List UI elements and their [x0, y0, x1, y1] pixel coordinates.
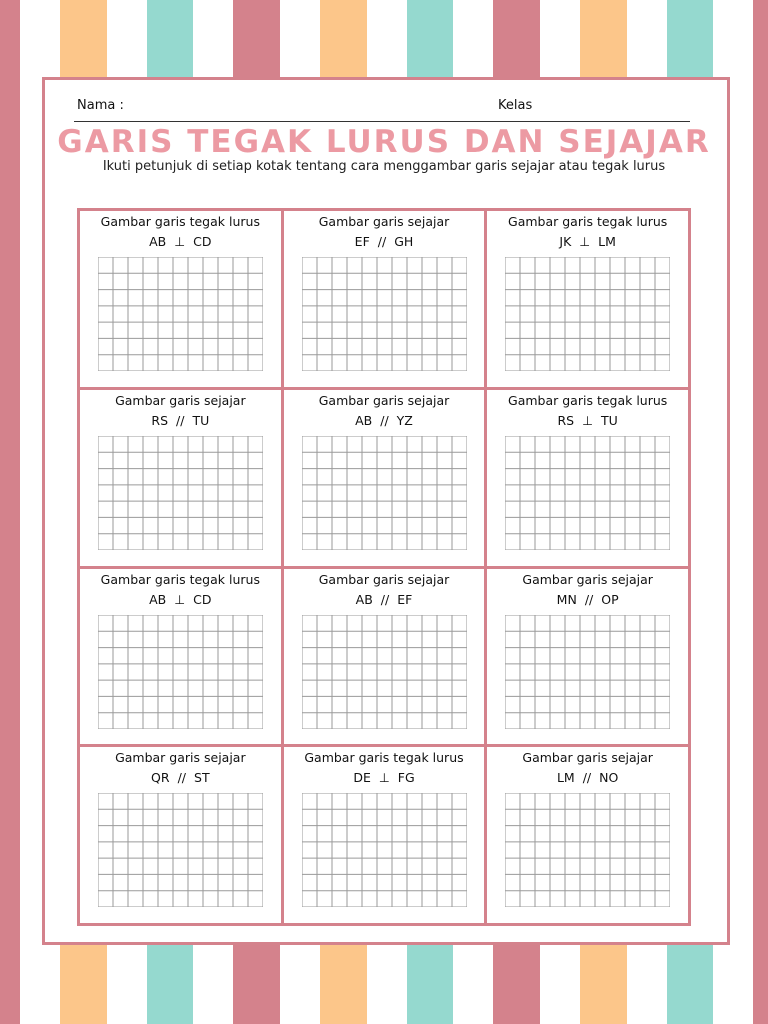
line-name: DE — [353, 770, 371, 786]
line-relation — [284, 413, 485, 428]
relation-symbol: // — [176, 412, 185, 428]
relation-symbol: // — [380, 412, 389, 428]
drawing-grid[interactable] — [505, 257, 670, 371]
exercise-instruction: Gambar garis tegak lurus — [508, 214, 668, 229]
exercise-cell — [284, 390, 485, 566]
line-relation — [80, 592, 281, 607]
relation-symbol: // — [380, 591, 390, 607]
line-name: TU — [601, 412, 618, 428]
line-relation — [487, 592, 688, 607]
name-label: Nama : — [77, 98, 124, 113]
line-name: NO — [599, 770, 619, 786]
drawing-grid[interactable] — [302, 793, 467, 907]
drawing-grid[interactable] — [98, 257, 263, 371]
line-name: YZ — [396, 412, 413, 428]
exercise-instruction: Gambar garis tegak lurus — [100, 214, 260, 229]
line-relation — [487, 234, 688, 249]
relation-symbol: // — [177, 770, 187, 786]
line-name: EF — [397, 591, 413, 607]
line-name: RS — [151, 412, 169, 428]
line-name: AB — [149, 591, 167, 607]
exercise-cell — [284, 211, 485, 387]
line-name: CD — [193, 591, 212, 607]
drawing-grid[interactable] — [505, 793, 670, 907]
line-name: TU — [192, 412, 210, 428]
line-name: RS — [557, 412, 575, 428]
line-relation — [80, 413, 281, 428]
exercise-instruction: Gambar garis sejajar — [115, 392, 246, 408]
relation-symbol: // — [377, 234, 387, 249]
exercise-cell — [487, 569, 688, 745]
exercise-instruction: Gambar garis sejajar — [522, 571, 653, 587]
line-relation — [487, 413, 688, 428]
relation-symbol: // — [584, 591, 594, 607]
relation-symbol: ⊥ — [378, 770, 390, 786]
drawing-grid[interactable] — [98, 436, 263, 550]
exercise-instruction: Gambar garis sejajar — [522, 750, 653, 766]
line-name: JK — [559, 234, 572, 249]
kelas-label: Kelas — [498, 98, 533, 113]
drawing-grid[interactable] — [98, 793, 263, 907]
relation-symbol: ⊥ — [174, 591, 186, 607]
line-name: AB — [355, 591, 373, 607]
exercise-cell — [487, 390, 688, 566]
line-relation — [80, 770, 281, 785]
exercise-cell — [80, 211, 281, 387]
line-name: CD — [193, 234, 212, 249]
exercise-instruction: Gambar garis sejajar — [115, 750, 246, 766]
exercise-instruction: Gambar garis tegak lurus — [100, 571, 260, 587]
line-name: AB — [149, 234, 167, 249]
exercise-cell — [284, 747, 485, 923]
exercise-cell — [284, 569, 485, 745]
exercise-instruction: Gambar garis tegak lurus — [508, 392, 668, 408]
line-name: GH — [394, 234, 414, 249]
name-underline — [74, 121, 690, 122]
exercise-cell — [487, 747, 688, 923]
exercise-cell — [80, 390, 281, 566]
line-name: OP — [601, 591, 619, 607]
drawing-grid[interactable] — [302, 436, 467, 550]
line-name: AB — [355, 412, 373, 428]
line-name: LM — [598, 234, 616, 249]
relation-symbol: ⊥ — [582, 412, 594, 428]
relation-symbol: // — [582, 770, 592, 786]
exercise-cell — [80, 747, 281, 923]
drawing-grid[interactable] — [302, 257, 467, 371]
exercise-table — [77, 208, 691, 926]
line-name: EF — [354, 234, 370, 249]
instructions-text: Ikuti petunjuk di setiap kotak tentang cara menggambar garis sejajar atau tegak lurus — [102, 159, 666, 174]
line-relation — [284, 770, 485, 785]
page-title: GARIS TEGAK LURUS DAN SEJAJAR — [57, 124, 711, 160]
line-name: ST — [194, 770, 210, 786]
line-name: MN — [556, 591, 577, 607]
relation-symbol: ⊥ — [174, 234, 186, 249]
line-name: FG — [397, 770, 415, 786]
line-name: QR — [151, 770, 170, 786]
line-relation — [284, 234, 485, 249]
line-relation — [80, 234, 281, 249]
exercise-instruction: Gambar garis tegak lurus — [304, 750, 464, 766]
line-relation — [284, 592, 485, 607]
relation-symbol: ⊥ — [579, 234, 591, 249]
exercise-cell — [80, 569, 281, 745]
exercise-instruction: Gambar garis sejajar — [318, 214, 450, 229]
exercise-instruction: Gambar garis sejajar — [318, 392, 450, 408]
drawing-grid[interactable] — [98, 615, 263, 729]
drawing-grid[interactable] — [302, 615, 467, 729]
exercise-cell — [487, 211, 688, 387]
line-name: LM — [556, 770, 575, 786]
drawing-grid[interactable] — [505, 436, 670, 550]
line-relation — [487, 770, 688, 785]
exercise-instruction: Gambar garis sejajar — [318, 571, 450, 587]
drawing-grid[interactable] — [505, 615, 670, 729]
